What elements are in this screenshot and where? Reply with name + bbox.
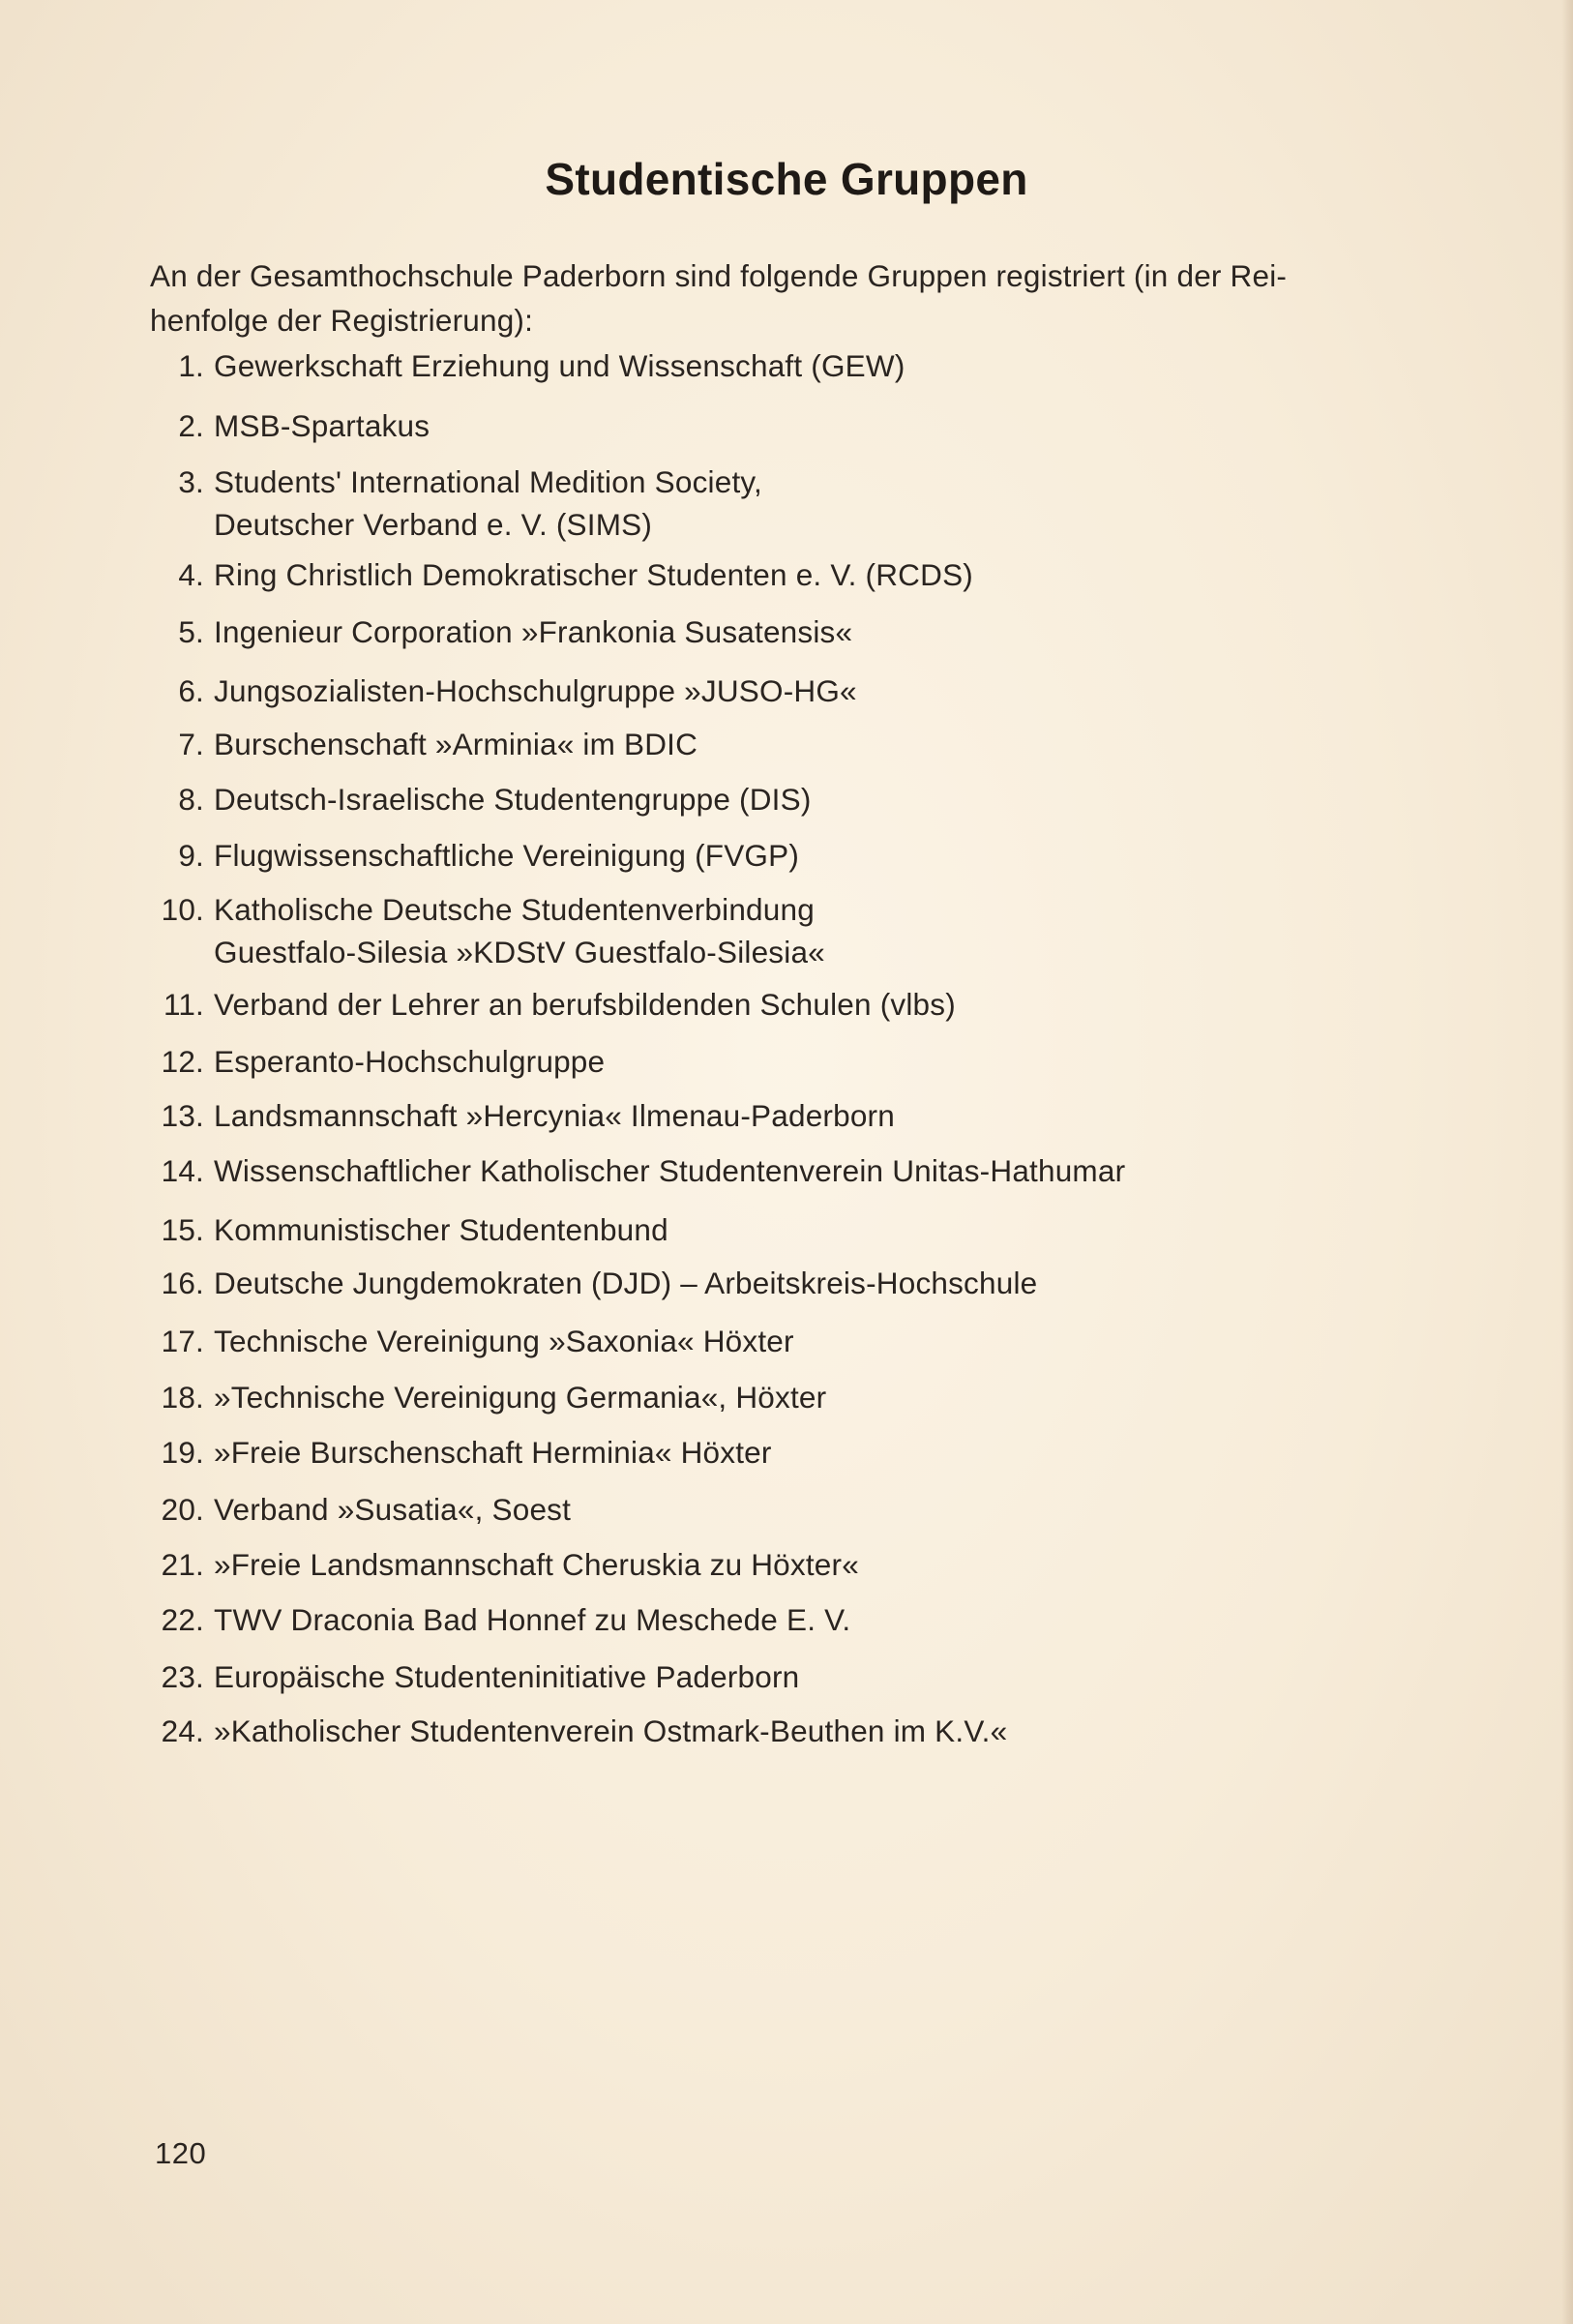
item-text: Students' International Medition Society, Deutscher Verband e. V. (SIMS) bbox=[214, 464, 762, 542]
item-number: 22. bbox=[161, 1602, 204, 1637]
item-number: 12. bbox=[161, 1044, 204, 1079]
item-number: 20. bbox=[161, 1492, 204, 1527]
item-number: 17. bbox=[161, 1324, 204, 1358]
item-number: 4. bbox=[178, 557, 204, 592]
item-number: 18. bbox=[161, 1380, 204, 1415]
page-title: Studentische Gruppen bbox=[545, 154, 1028, 204]
item-number: 9. bbox=[178, 838, 204, 873]
item-text: Ingenieur Corporation »Frankonia Susatensis« bbox=[214, 614, 853, 649]
item-number: 15. bbox=[161, 1212, 204, 1247]
item-number: 24. bbox=[161, 1713, 204, 1748]
item-number: 8. bbox=[178, 782, 204, 817]
item-text: Deutsch-Israelische Studentengruppe (DIS) bbox=[214, 782, 812, 817]
item-text: Ring Christlich Demokratischer Studenten e. V. (RCDS) bbox=[214, 557, 973, 592]
item-text: Verband »Susatia«, Soest bbox=[214, 1492, 572, 1527]
item-number: 7. bbox=[178, 727, 204, 761]
item-text: Verband der Lehrer an berufsbildenden Schulen (vlbs) bbox=[214, 987, 956, 1022]
item-text: »Technische Vereinigung Germania«, Höxter bbox=[214, 1380, 827, 1415]
page-number: 120 bbox=[155, 2136, 207, 2170]
item-text: »Freie Burschenschaft Herminia« Höxter bbox=[214, 1435, 772, 1470]
item-number: 11. bbox=[163, 987, 204, 1022]
item-number: 5. bbox=[178, 614, 204, 649]
item-number: 16. bbox=[161, 1266, 204, 1300]
item-text: Technische Vereinigung »Saxonia« Höxter bbox=[214, 1324, 794, 1358]
item-text: Landsmannschaft »Hercynia« Ilmenau-Paderborn bbox=[214, 1098, 895, 1133]
item-number: 10. bbox=[161, 892, 204, 927]
intro-line-2: henfolge der Registrierung): bbox=[150, 303, 534, 338]
item-text: Deutsche Jungdemokraten (DJD) – Arbeitskreis-Hochschule bbox=[214, 1266, 1038, 1300]
item-text: TWV Draconia Bad Honnef zu Meschede E. V. bbox=[214, 1602, 851, 1637]
item-number: 23. bbox=[161, 1659, 204, 1694]
item-number: 3. bbox=[178, 464, 204, 499]
item-text: »Katholischer Studentenverein Ostmark-Beuthen im K.V.« bbox=[214, 1713, 1008, 1748]
item-text: Flugwissenschaftliche Vereinigung (FVGP) bbox=[214, 838, 800, 873]
item-text: »Freie Landsmannschaft Cheruskia zu Höxter« bbox=[214, 1547, 859, 1582]
intro-paragraph bbox=[150, 253, 1408, 343]
item-number: 14. bbox=[161, 1153, 204, 1188]
item-text: Katholische Deutsche Studentenverbindung Guestfalo-Silesia »KDStV Guestfalo-Silesia« bbox=[214, 892, 825, 969]
item-text: Jungsozialisten-Hochschulgruppe »JUSO-HG« bbox=[214, 673, 857, 708]
item-number: 6. bbox=[178, 673, 204, 708]
item-text: Europäische Studenteninitiative Paderborn bbox=[214, 1659, 800, 1694]
item-number: 13. bbox=[161, 1098, 204, 1133]
item-number: 1. bbox=[178, 348, 204, 383]
item-text: MSB-Spartakus bbox=[214, 408, 430, 443]
item-number: 2. bbox=[178, 408, 204, 443]
item-number: 19. bbox=[161, 1435, 204, 1470]
page-edge-shadow bbox=[1561, 0, 1573, 2324]
item-text: Burschenschaft »Arminia« im BDIC bbox=[214, 727, 698, 761]
item-text: Wissenschaftlicher Katholischer Studentenverein Unitas-Hathumar bbox=[214, 1153, 1126, 1188]
intro-line-1: An der Gesamthochschule Paderborn sind folgende Gruppen registriert (in der Rei- bbox=[150, 258, 1288, 293]
item-text: Kommunistischer Studentenbund bbox=[214, 1212, 668, 1247]
item-text: Gewerkschaft Erziehung und Wissenschaft (GEW) bbox=[214, 348, 905, 383]
item-text: Esperanto-Hochschulgruppe bbox=[214, 1044, 606, 1079]
item-number: 21. bbox=[161, 1547, 204, 1582]
